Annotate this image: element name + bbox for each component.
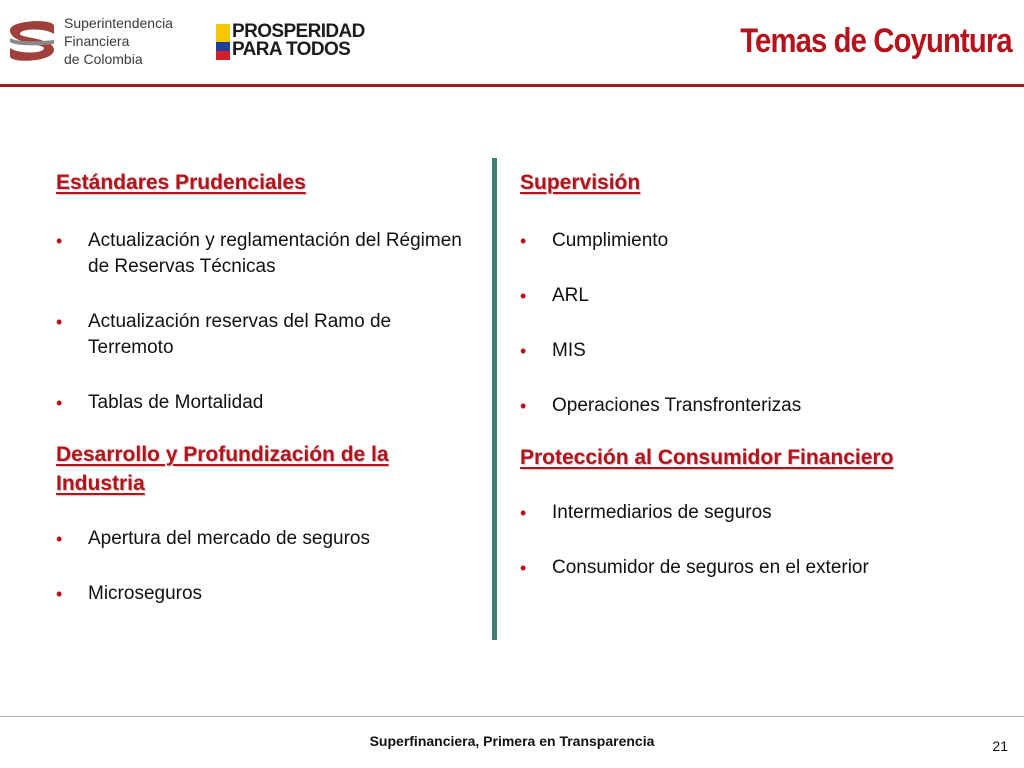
list-item-text: ARL <box>552 285 589 306</box>
list-item <box>520 393 1010 419</box>
list-item <box>56 309 476 361</box>
list-item-text: Consumidor de seguros en el exterior <box>552 557 869 578</box>
bullet-icon: • <box>520 286 527 306</box>
logo-line-1: Superintendencia <box>64 15 173 31</box>
prosperidad-wordmark <box>232 23 365 59</box>
superfinanciera-wordmark <box>64 14 173 68</box>
bullet-list <box>520 228 1010 419</box>
logo-line-3: de Colombia <box>64 51 143 67</box>
list-item <box>520 500 1010 526</box>
section-title: Protección al Consumidor Financiero <box>520 446 894 469</box>
prosperidad-para-todos-logo <box>216 22 376 64</box>
page-number: 21 <box>992 738 1008 754</box>
bullet-icon: • <box>520 341 527 361</box>
list-item <box>520 228 1010 254</box>
bullet-icon: • <box>56 529 63 549</box>
left-column <box>56 168 476 607</box>
list-item-text: Actualización y reglamentación del Régimen de Reservas Técnicas <box>88 230 462 277</box>
list-item-text: Apertura del mercado de seguros <box>88 528 370 549</box>
section-estandares-prudenciales <box>56 168 476 416</box>
section-supervision <box>520 168 1010 419</box>
prosperidad-line-1: PROSPERIDAD <box>232 21 365 42</box>
prosperidad-line-2: PARA TODOS <box>232 39 351 60</box>
list-item <box>56 526 476 552</box>
slide-title: Temas de Coyuntura <box>740 22 1012 60</box>
list-item <box>56 390 476 416</box>
list-item-text: Tablas de Mortalidad <box>88 392 264 413</box>
colombia-flag-icon <box>216 24 230 60</box>
superfinanciera-logo <box>6 12 196 72</box>
section-title: Supervisión <box>520 171 641 194</box>
slide-header <box>0 0 1024 86</box>
list-item-text: Actualización reservas del Ramo de Terremoto <box>88 311 392 358</box>
right-column <box>520 168 1010 581</box>
bullet-icon: • <box>56 584 63 604</box>
bullet-icon: • <box>56 231 63 251</box>
header-divider <box>0 84 1024 87</box>
section-desarrollo-profundizacion <box>56 440 476 607</box>
list-item-text: MIS <box>552 340 586 361</box>
list-item <box>520 555 1010 581</box>
bullet-icon: • <box>56 312 63 332</box>
footer-divider <box>0 716 1024 717</box>
superfinanciera-s-logo-icon <box>6 16 58 66</box>
list-item <box>520 338 1010 364</box>
footer-slogan: Superfinanciera, Primera en Transparencia <box>369 733 655 749</box>
list-item <box>56 228 476 280</box>
bullet-icon: • <box>56 393 63 413</box>
bullet-list <box>520 500 1010 581</box>
bullet-icon: • <box>520 503 527 523</box>
list-item <box>520 283 1010 309</box>
section-title: Desarrollo y Profundización de la Industria <box>56 443 389 495</box>
bullet-icon: • <box>520 231 527 251</box>
list-item-text: Operaciones Transfronterizas <box>552 395 802 416</box>
list-item-text: Intermediarios de seguros <box>552 502 772 523</box>
list-item <box>56 581 476 607</box>
list-item-text: Cumplimiento <box>552 230 669 251</box>
bullet-icon: • <box>520 558 527 578</box>
bullet-list <box>56 526 476 607</box>
bullet-icon: • <box>520 396 527 416</box>
column-divider <box>492 158 497 640</box>
list-item-text: Microseguros <box>88 583 203 604</box>
section-title: Estándares Prudenciales <box>56 171 306 194</box>
section-proteccion-consumidor <box>520 443 1010 581</box>
logo-line-2: Financiera <box>64 33 130 49</box>
bullet-list <box>56 228 476 416</box>
